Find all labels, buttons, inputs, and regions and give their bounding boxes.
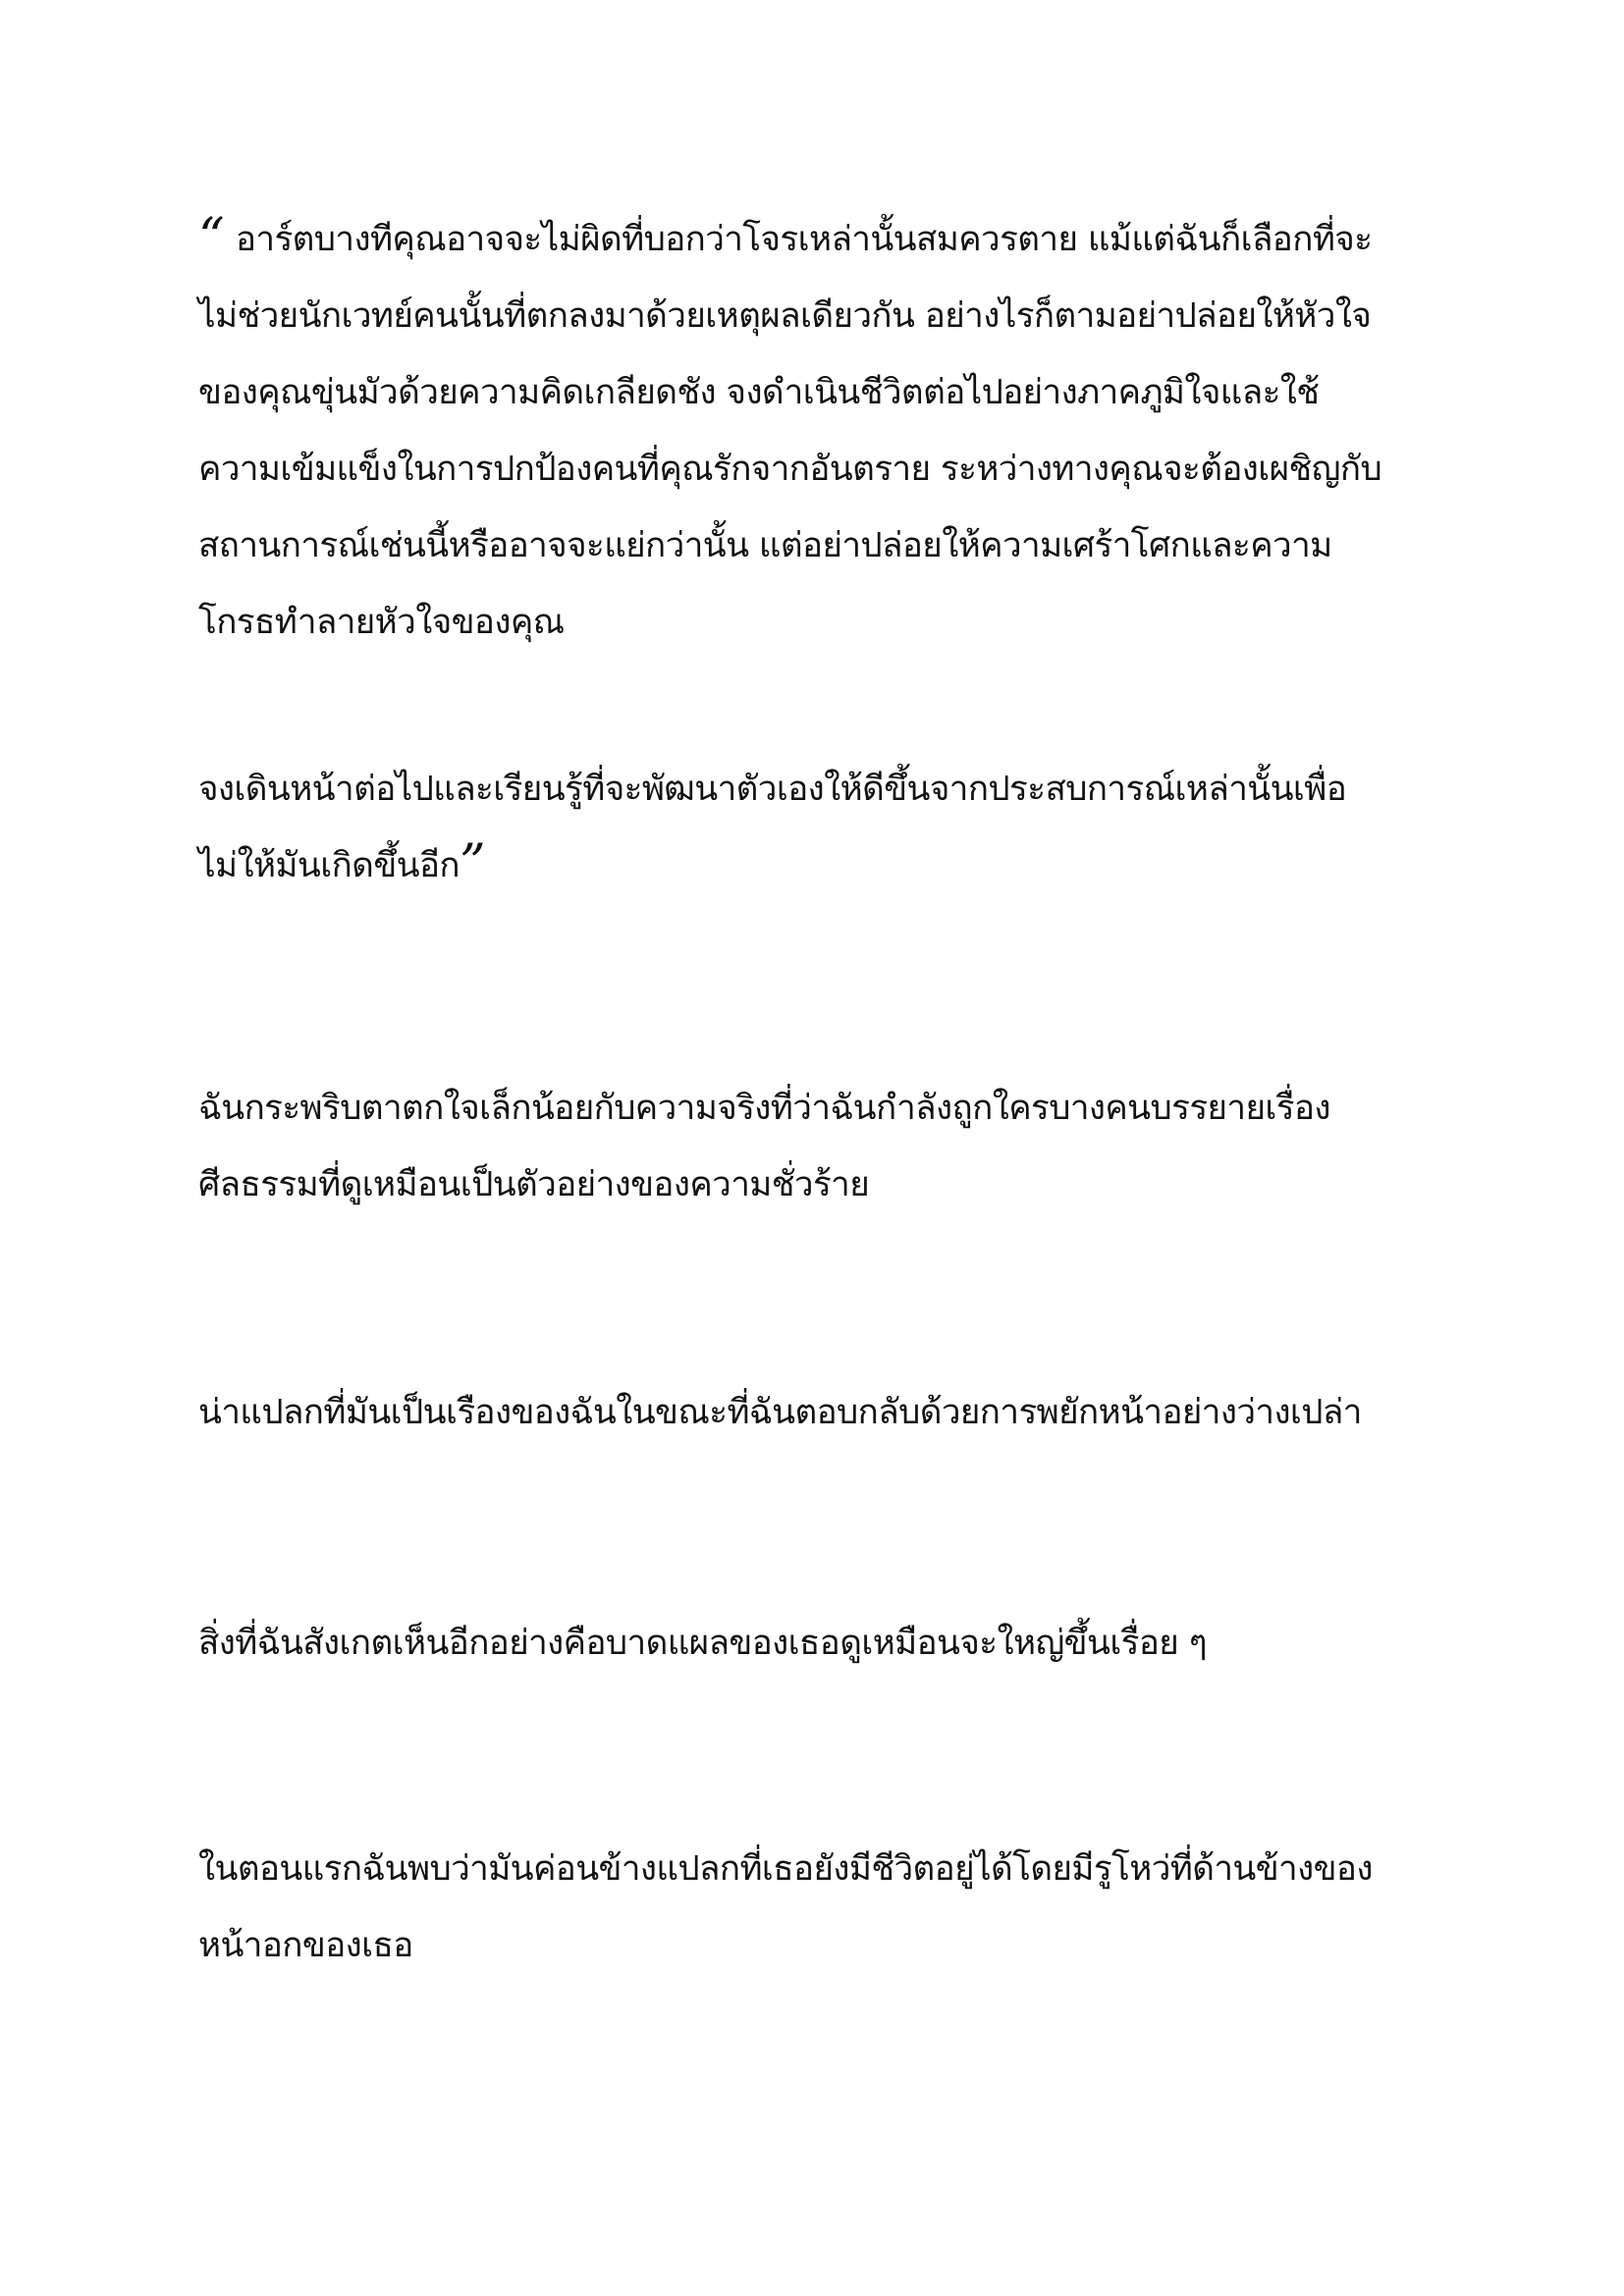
narrative-paragraph-3 [198,1605,1455,1682]
line-text: อาร์ตบางทีคุณอาจจะไม่ผิดที่บอกว่าโจรเหล่านั้นสมควรตาย แม้แต่ฉันก็เลือกที่จะ [235,220,1373,259]
quote-paragraph-1 [198,201,1455,661]
text-line: จงเดินหน้าต่อไปและเรียนรู้ที่จะพัฒนาตัวเองให้ดีขึ้นจากประสบการณ์เหล่านั้นเพื่อ [198,770,1347,809]
text-line [198,828,1455,904]
narrative-paragraph-1 [198,1070,1455,1223]
text-line: สิ่งที่ฉันสังเกตเห็นอีกอย่างคือบาดแผลของเธอดูเหมือนจะใหญ่ขึ้นเรื่อย ๆ [198,1624,1207,1663]
text-line: หน้าอกของเธอ [198,1926,413,1965]
text-line: ฉันกระพริบตาตกใจเล็กน้อยกับความจริงที่ว่าฉันกำลังถูกใครบางคนบรรยายเรื่อง [198,1089,1330,1128]
text-line [198,201,1455,278]
text-line: โกรธทำลายหัวใจของคุณ [198,603,565,642]
line-text: ไม่ให้มันเกิดขึ้นอีก [198,846,460,885]
text-line: ศีลธรรมที่ดูเหมือนเป็นตัวอย่างของความชั่วร้าย [198,1165,870,1204]
opening-quote-mark: “ [198,208,224,267]
text-line: สถานการณ์เช่นนี้หรืออาจจะแย่กว่านั้น แต่อย่าปล่อยให้ความเศร้าโศกและความ [198,526,1332,565]
closing-quote-mark: ” [459,834,485,893]
text-line: น่าแปลกที่มันเป็นเรืองของฉันในขณะที่ฉันตอบกลับด้วยการพยักหน้าอย่างว่างเปล่า [198,1393,1362,1432]
narrative-paragraph-2 [198,1374,1455,1451]
text-line: ในตอนแรกฉันพบว่ามันค่อนข้างแปลกที่เธอยังมีชีวิตอยู่ได้โดยมีรูโหว่ที่ด้านข้างของ [198,1849,1373,1889]
text-line: ของคุณขุ่นมัวด้วยความคิดเกลียดชัง จงดำเนินชีวิตต่อไปอย่างภาคภูมิใจและใช้ [198,373,1320,412]
quote-paragraph-2 [198,751,1455,904]
text-line: ความเข้มแข็งในการปกป้องคนที่คุณรักจากอันตราย ระหว่างทางคุณจะต้องเผชิญกับ [198,450,1382,489]
narrative-paragraph-4 [198,1831,1455,1984]
text-line: ไม่ช่วยนักเวทย์คนนั้นที่ตกลงมาด้วยเหตุผลเดียวกัน อย่างไรก็ตามอย่าปล่อยให้หัวใจ [198,296,1372,336]
